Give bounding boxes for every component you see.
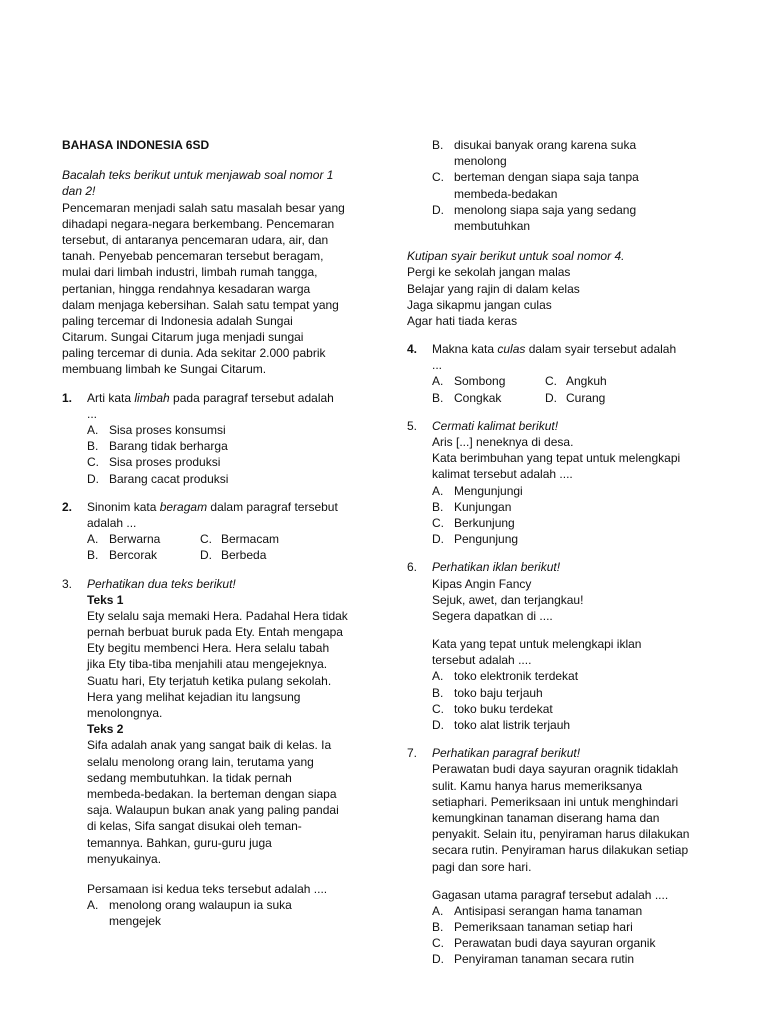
text-line (62, 576, 382, 592)
question-body-text: temannya. Bahkan, guru-guru juga (87, 835, 272, 850)
paragraph-text: dihadapi negara-negara berkembang. Pencemaran (62, 216, 335, 231)
question-text (87, 499, 338, 515)
answer-option (62, 422, 382, 438)
text-line (407, 859, 727, 875)
question-number: 5. (407, 418, 418, 433)
text-line (407, 778, 727, 794)
option-text: menolong orang walaupun ia suka (109, 898, 292, 913)
question-number: 4. (407, 342, 418, 357)
text-block (407, 248, 727, 329)
question-body-text: Sejuk, awet, dan terjangkau! (432, 592, 584, 607)
answer-option-pair (407, 373, 727, 389)
text-line (62, 390, 382, 406)
question-text-part: Arti kata (87, 390, 135, 405)
option-text-continued: menolong (454, 154, 507, 169)
question-number: 7. (407, 746, 418, 761)
option-text: disukai banyak orang karena suka (454, 138, 637, 152)
option-letter: A. (87, 423, 99, 437)
answer-option (407, 515, 727, 531)
text-line (62, 656, 382, 672)
option-text-continued: mengejek (109, 914, 162, 929)
text-line (407, 466, 727, 482)
text-line (407, 341, 727, 357)
option-letter: B. (432, 390, 444, 405)
option-text: Mengunjungi (454, 483, 523, 498)
answer-option (62, 454, 382, 470)
option-letter: B. (432, 499, 444, 514)
question-body-text: sulit. Kamu hanya harus memeriksanya (432, 778, 643, 793)
paragraph-text: membuang limbah ke Sungai Citarum. (62, 362, 267, 377)
question-body-text: di kelas, Sifa sangat disukai oleh teman- (87, 819, 302, 834)
option-letter: A. (432, 903, 444, 918)
text-line (407, 281, 727, 297)
text-line (407, 887, 727, 903)
option-letter: D. (545, 390, 557, 405)
question-instruction: Perhatikan iklan berikut! (432, 560, 561, 575)
option-letter: C. (432, 170, 444, 185)
question-body-text: menolongnya. (87, 706, 163, 720)
option-letter: A. (432, 374, 444, 389)
text-line (407, 218, 727, 234)
text-block (407, 341, 727, 406)
answer-option (407, 169, 727, 185)
question-body-text: Suatu hari, Ety terjatuh ketika pulang sekolah. (87, 673, 332, 688)
option-text: Berkunjung (454, 515, 515, 530)
paragraph-text: Jaga sikapmu jangan culas (407, 297, 552, 312)
paragraph-text: tersebut, di antaranya pencemaran udara, air, dan (62, 232, 329, 247)
question-instruction: Perhatikan dua teks berikut! (87, 576, 236, 591)
option-text: toko baju terjauh (454, 685, 543, 700)
question-body-text: sedang membutuhkan. Ia tidak pernah (87, 770, 292, 785)
text-block (62, 499, 382, 564)
answer-option (407, 483, 727, 499)
question-text-part: Sinonim kata (87, 499, 160, 514)
option-text: Sombong (454, 374, 506, 389)
text-block (62, 576, 382, 867)
option-text-continued: membutuhkan (454, 218, 531, 233)
paragraph-text: tanah. Penyebab pencemaran tersebut beragam, (62, 249, 324, 264)
option-letter: D. (87, 471, 99, 486)
question-body-text: Persamaan isi kedua teks tersebut adalah .... (87, 881, 328, 896)
option-letter: C. (87, 455, 99, 470)
text-line (62, 264, 382, 280)
instruction-text: Bacalah teks berikut untuk menjawab soal nomor 1 (62, 168, 334, 183)
text-line (62, 802, 382, 818)
text-line (62, 183, 382, 199)
text-line (407, 761, 727, 777)
question-instruction: Perhatikan paragraf berikut! (432, 746, 581, 761)
answer-option (407, 919, 727, 935)
option-text-continued: membeda-bedakan (454, 186, 558, 201)
right-column (407, 137, 727, 968)
option-letter: C. (432, 515, 444, 530)
answer-option (407, 137, 727, 153)
text-line (407, 794, 727, 810)
answer-option-pair (407, 390, 727, 406)
question-body-text: pagi dan sore hari. (432, 859, 532, 874)
paragraph-text: Citarum. Sungai Citarum juga menjadi sungai (62, 330, 304, 345)
paragraph-text: Pergi ke sekolah jangan malas (407, 265, 571, 280)
text-line (62, 818, 382, 834)
question-text-part: dalam paragraf tersebut (207, 499, 338, 514)
text-line (62, 835, 382, 851)
text-line (62, 216, 382, 232)
option-text: Pemeriksaan tanaman setiap hari (454, 920, 633, 935)
text-line (407, 418, 727, 434)
question-body-text: pernah berbuat buruk pada Ety. Entah mengapa (87, 625, 343, 640)
question-body-text: Kata yang tepat untuk melengkapi iklan (432, 637, 642, 652)
text-line (62, 608, 382, 624)
text-line (62, 515, 382, 531)
text-block (62, 137, 382, 153)
text-line (62, 705, 382, 721)
text-line (407, 153, 727, 169)
text-line (407, 636, 727, 652)
question-body-text: membeda-bedakan. Ia berteman dengan siapa (87, 786, 337, 801)
question-text-part: Makna kata (432, 342, 498, 357)
answer-option (407, 935, 727, 951)
text-line (407, 434, 727, 450)
text-line (62, 200, 382, 216)
text-line (407, 608, 727, 624)
option-text: menolong siapa saja yang sedang (454, 202, 637, 217)
question-body-text: setiaphari. Pemeriksaan ini untuk menghindari (432, 794, 679, 809)
option-letter: B. (432, 685, 444, 700)
text-block (407, 137, 727, 234)
question-body-text: jika Ety tiba-tiba menjahili atau mengejeknya. (87, 657, 328, 672)
text-line (62, 689, 382, 705)
paragraph-text: Agar hati tiada keras (407, 313, 518, 328)
option-text: Congkak (454, 390, 502, 405)
question-body-text: menyukainya. (87, 851, 162, 866)
text-line (407, 264, 727, 280)
question-number: 3. (62, 576, 73, 591)
text-block (407, 559, 727, 624)
text-line (62, 406, 382, 422)
paragraph-text: paling tercemar di Indonesia adalah Sungai (62, 313, 293, 328)
question-body-text: Segera dapatkan di .... (432, 608, 553, 623)
option-text: Kunjungan (454, 499, 512, 514)
option-letter: C. (200, 532, 212, 547)
instruction-text: Kutipan syair berikut untuk soal nomor 4. (407, 249, 625, 264)
question-body-text: tersebut adalah .... (432, 653, 532, 668)
option-text: Curang (566, 390, 606, 405)
text-line (62, 345, 382, 361)
option-letter: A. (87, 898, 99, 913)
answer-option (407, 668, 727, 684)
option-letter: A. (432, 669, 444, 684)
question-keyword: culas (497, 342, 526, 357)
text-line (407, 842, 727, 858)
text-block (407, 418, 727, 548)
answer-option (62, 471, 382, 487)
question-body-text: kalimat tersebut adalah .... (432, 467, 573, 482)
question-body-text: Hera yang melihat kejadian itu langsung (87, 689, 301, 704)
text-line (407, 745, 727, 761)
option-text: Sisa proses produksi (109, 455, 221, 470)
paragraph-text: mulai dari limbah industri, limbah rumah tangga, (62, 265, 318, 280)
paragraph-text: Belajar yang rajin di dalam kelas (407, 281, 580, 296)
text-block (62, 881, 382, 930)
answer-option (407, 531, 727, 547)
answer-option (407, 717, 727, 733)
option-text: Barang tidak berharga (109, 439, 228, 454)
answer-option-pair (62, 531, 382, 547)
paragraph-text: pertanian, hingga rendahnya kesadaran warga (62, 281, 311, 296)
question-text-part: dalam syair tersebut adalah (525, 342, 677, 357)
option-text: Bercorak (109, 548, 158, 563)
text-line (407, 450, 727, 466)
option-letter: C. (432, 936, 444, 951)
text-line (62, 786, 382, 802)
question-body-text: Ety selalu saja memaki Hera. Padahal Hera tidak (87, 608, 348, 623)
text-line (62, 137, 382, 153)
option-letter: D. (432, 202, 444, 217)
question-body-text: adalah ... (87, 515, 137, 530)
answer-option (407, 701, 727, 717)
text-line (62, 281, 382, 297)
option-letter: D. (200, 548, 212, 563)
answer-option (62, 897, 382, 913)
paragraph-text: dalam menjaga kebersihan. Salah satu tempat yang (62, 297, 339, 312)
text-line (62, 232, 382, 248)
answer-option (407, 685, 727, 701)
question-body-text: selalu menolong orang lain, terutama yang (87, 754, 314, 769)
option-text: Pengunjung (454, 532, 519, 547)
question-body-text: saja. Walaupun bukan anak yang paling pandai (87, 803, 339, 818)
text-line (62, 770, 382, 786)
question-number: 2. (62, 499, 73, 514)
answer-option-pair (62, 547, 382, 563)
text-line (407, 186, 727, 202)
text-line (407, 826, 727, 842)
question-body-text: Kipas Angin Fancy (432, 576, 532, 591)
text-line (62, 361, 382, 377)
text-line (407, 248, 727, 264)
text-line (62, 737, 382, 753)
question-body-text: Perawatan budi daya sayuran oragnik tidaklah (432, 762, 679, 777)
question-body-text: secara rutin. Penyiraman harus dilakukan setiap (432, 843, 689, 858)
text-line (62, 592, 382, 608)
option-letter: D. (432, 718, 444, 732)
text-heading: Teks 1 (87, 592, 124, 607)
option-text: Berbeda (221, 548, 267, 563)
text-line (62, 721, 382, 737)
option-text: Berwarna (109, 532, 161, 547)
question-body-text: kemungkinan tanaman diserang hama dan (432, 810, 660, 825)
answer-option (407, 202, 727, 218)
option-text: Antisipasi serangan hama tanaman (454, 903, 643, 918)
text-line (407, 313, 727, 329)
text-block (62, 390, 382, 487)
option-letter: A. (432, 483, 444, 498)
option-letter: C. (545, 374, 557, 389)
question-text (432, 341, 676, 357)
question-body-text: Kata berimbuhan yang tepat untuk melengkapi (432, 451, 681, 466)
text-line (407, 297, 727, 313)
text-line (62, 640, 382, 656)
question-body-text: penyakit. Selain itu, penyiraman harus dilakukan (432, 827, 690, 842)
option-text: toko alat listrik terjauh (454, 718, 571, 732)
text-line (62, 329, 382, 345)
text-line (62, 499, 382, 515)
option-text: berteman dengan siapa saja tanpa (454, 170, 639, 185)
text-line (407, 559, 727, 575)
question-body-text: ... (87, 406, 98, 421)
option-text: Sisa proses konsumsi (109, 423, 226, 437)
option-text: Angkuh (566, 374, 607, 389)
option-letter: B. (87, 439, 99, 454)
question-keyword: limbah (134, 390, 170, 405)
question-body-text: Gagasan utama paragraf tersebut adalah .... (432, 887, 669, 902)
text-block (62, 167, 382, 377)
instruction-text: dan 2! (62, 184, 96, 199)
question-instruction: Cermati kalimat berikut! (432, 418, 559, 433)
question-number: 6. (407, 560, 418, 575)
option-letter: A. (87, 532, 99, 547)
answer-option (407, 499, 727, 515)
option-letter: C. (432, 701, 444, 716)
text-line (62, 851, 382, 867)
paragraph-text: paling tercemar di dunia. Ada sekitar 2.000 pabrik (62, 346, 326, 361)
document-title: BAHASA INDONESIA 6SD (62, 138, 210, 152)
text-line (62, 881, 382, 897)
text-line (407, 357, 727, 373)
question-body-text: Ety begitu membenci Hera. Hera selalu tabah (87, 641, 330, 656)
question-text-part: pada paragraf tersebut adalah (169, 390, 334, 405)
text-line (62, 673, 382, 689)
option-letter: B. (432, 138, 444, 152)
option-text: toko elektronik terdekat (454, 669, 579, 684)
text-line (62, 313, 382, 329)
option-text: Perawatan budi daya sayuran organik (454, 936, 656, 951)
question-body-text: Sifa adalah anak yang sangat baik di kelas. Ia (87, 738, 332, 753)
option-text: Barang cacat produksi (109, 471, 229, 486)
text-line (62, 248, 382, 264)
text-block (407, 745, 727, 875)
paragraph-text: Pencemaran menjadi salah satu masalah besar yang (62, 200, 345, 215)
question-keyword: beragam (159, 499, 208, 514)
question-number: 1. (62, 390, 73, 405)
text-block (407, 887, 727, 968)
text-line (62, 754, 382, 770)
text-line (407, 810, 727, 826)
text-line (407, 576, 727, 592)
text-line (62, 167, 382, 183)
option-text: Bermacam (221, 532, 280, 547)
text-block (407, 636, 727, 733)
option-text: toko buku terdekat (454, 701, 553, 716)
answer-option (62, 438, 382, 454)
left-column (62, 137, 382, 929)
option-letter: D. (432, 952, 444, 967)
option-letter: B. (432, 920, 444, 935)
text-line (407, 652, 727, 668)
option-letter: D. (432, 532, 444, 547)
question-body-text: Aris [...] neneknya di desa. (432, 435, 574, 449)
text-line (407, 592, 727, 608)
option-text: Penyiraman tanaman secara rutin (454, 952, 635, 967)
question-text (87, 390, 334, 406)
option-letter: B. (87, 548, 99, 563)
text-line (62, 297, 382, 313)
text-line (62, 624, 382, 640)
text-line (62, 913, 382, 929)
answer-option (407, 951, 727, 967)
text-heading: Teks 2 (87, 722, 124, 737)
answer-option (407, 903, 727, 919)
question-body-text: ... (432, 358, 443, 373)
